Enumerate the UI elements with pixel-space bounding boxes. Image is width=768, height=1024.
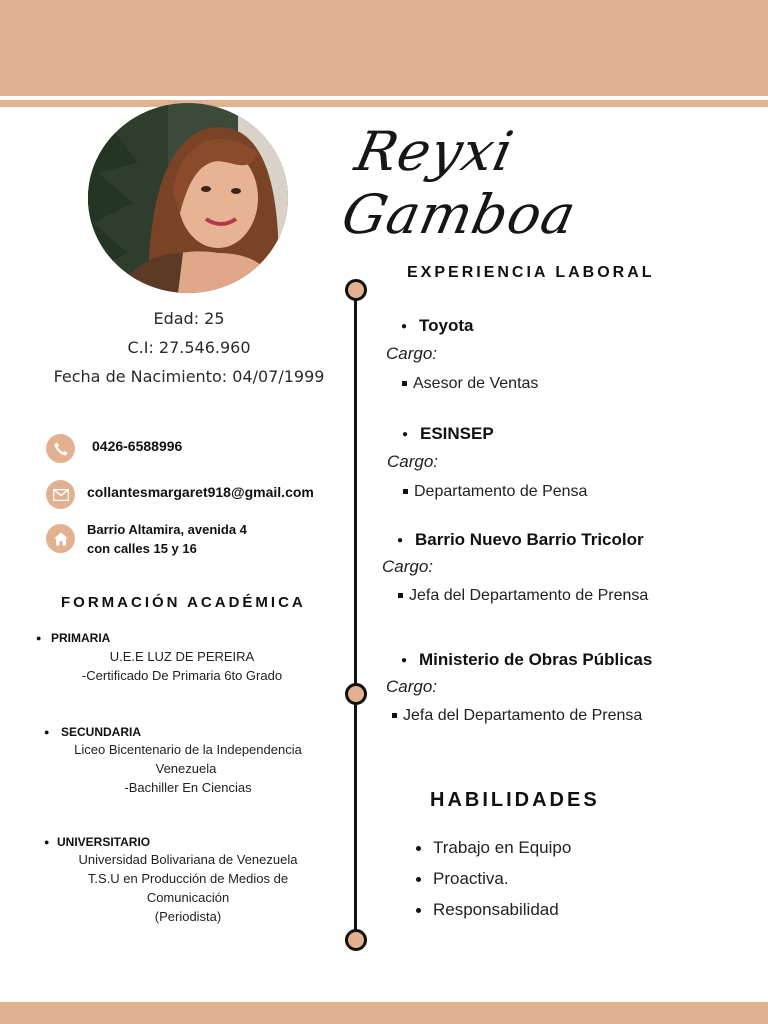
home-icon: [46, 524, 75, 553]
job-bullet: ●: [401, 321, 408, 332]
job-role-2: Departamento de Pensa: [403, 483, 587, 501]
experience-title: EXPERIENCIA LABORAL: [407, 264, 655, 281]
email-icon: [46, 480, 75, 509]
bottom-band: [0, 1002, 768, 1024]
candidate-name: Reyxi Gamboa: [336, 120, 582, 246]
job-company-2: ESINSEP: [420, 424, 494, 443]
job-role-3: Jefa del Departamento de Prensa: [398, 587, 648, 605]
phone-number: 0426-6588996: [92, 438, 183, 454]
job-role-1: Asesor de Ventas: [402, 375, 538, 393]
profile-photo: [88, 103, 288, 293]
education-line: -Bachiller En Ciencias: [124, 780, 252, 795]
job-company-3: Barrio Nuevo Barrio Tricolor: [415, 530, 644, 549]
skills-title: HABILIDADES: [430, 789, 600, 811]
education-line: Venezuela: [155, 761, 217, 776]
job-role-4: Jefa del Departamento de Prensa: [392, 707, 642, 725]
education-bullet: ●: [44, 727, 50, 737]
education-line: Comunicación: [146, 890, 230, 905]
education-title: FORMACIÓN ACADÉMICA: [61, 594, 306, 611]
job-company-1: Toyota: [419, 316, 474, 335]
email-address: collantesmargaret918@gmail.com: [87, 484, 314, 500]
skill-item: Proactiva.: [416, 869, 509, 889]
phone-icon: [46, 434, 75, 463]
education-bullet: ●: [36, 633, 42, 643]
job-bullet: ●: [402, 429, 409, 440]
job-cargo-label: Cargo:: [386, 344, 438, 363]
education-line: Liceo Bicentenario de la Independencia: [74, 742, 302, 757]
education-level-primaria: PRIMARIA: [51, 631, 111, 645]
education-level-secundaria: SECUNDARIA: [61, 725, 142, 739]
education-line: Universidad Bolivariana de Venezuela: [78, 852, 298, 867]
education-line: T.S.U en Producción de Medios de: [87, 871, 289, 886]
skill-item: Responsabilidad: [416, 900, 559, 920]
education-line: -Certificado De Primaria 6to Grado: [81, 668, 283, 683]
job-bullet: ●: [401, 655, 408, 666]
timeline-node: [345, 279, 367, 301]
id-number-text: C.I: 27.546.960: [127, 338, 251, 357]
top-band: [0, 0, 768, 96]
address-line-1: Barrio Altamira, avenida 4: [87, 522, 247, 537]
birth-date-text: Fecha de Nacimiento: 04/07/1999: [53, 367, 325, 386]
top-stripe: [0, 100, 768, 107]
job-cargo-label: Cargo:: [382, 557, 434, 576]
education-line: U.E.E LUZ DE PEREIRA: [109, 649, 255, 664]
education-bullet: ●: [44, 837, 50, 847]
timeline-node: [345, 929, 367, 951]
address-line-2: con calles 15 y 16: [87, 541, 197, 556]
education-level-universitario: UNIVERSITARIO: [57, 835, 151, 849]
timeline-line: [354, 292, 357, 938]
timeline-node: [345, 683, 367, 705]
education-line: (Periodista): [154, 909, 222, 924]
job-bullet: ●: [397, 535, 404, 546]
job-cargo-label: Cargo:: [387, 452, 439, 471]
skill-item: Trabajo en Equipo: [416, 838, 571, 858]
age-text: Edad: 25: [153, 309, 225, 328]
job-cargo-label: Cargo:: [386, 677, 438, 696]
job-company-4: Ministerio de Obras Públicas: [419, 650, 653, 669]
